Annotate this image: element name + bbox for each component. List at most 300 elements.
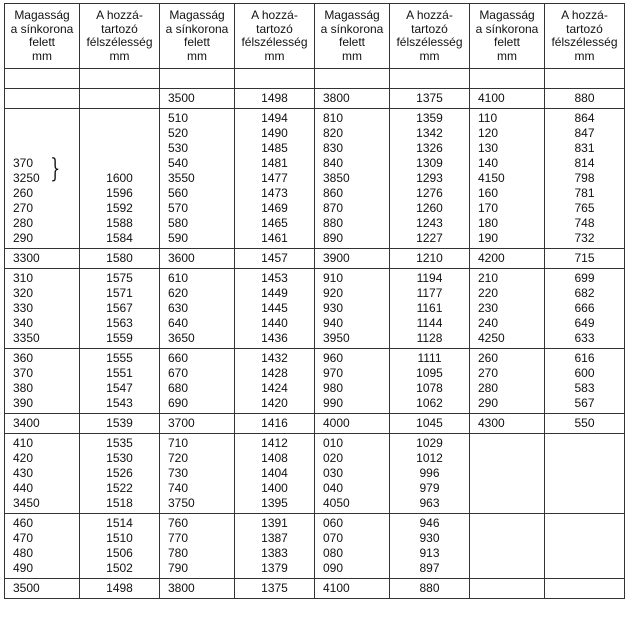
half-width-cell	[390, 249, 470, 269]
table-cell: 090	[323, 561, 344, 575]
table-cell: 963	[419, 496, 440, 510]
header-line: a sínkorona	[165, 21, 229, 36]
table-cell: 770	[168, 531, 189, 545]
header-line: A hozzá-	[251, 8, 298, 22]
header-line: mm	[264, 48, 285, 63]
table-cell: 1530	[106, 451, 133, 465]
half-width-cell	[545, 109, 625, 249]
table-cell	[545, 71, 624, 86]
table-cell	[168, 71, 234, 86]
height-cell	[5, 414, 80, 434]
table-cell	[13, 111, 79, 126]
height-cell	[160, 349, 235, 414]
table-cell: 715	[574, 251, 595, 265]
header-line: mm	[187, 48, 207, 63]
header-line: felett	[493, 35, 520, 49]
table-cell: 880	[419, 581, 440, 595]
table-cell: 1494	[261, 111, 288, 125]
height-cell	[160, 414, 235, 434]
table-cell: 1420	[261, 396, 288, 410]
table-cell: 1485	[261, 141, 288, 155]
table-cell: 290	[13, 231, 34, 245]
table-cell: 720	[168, 451, 189, 465]
height-cell	[160, 579, 235, 599]
table-group-row	[5, 514, 625, 579]
table-cell: 070	[323, 531, 344, 545]
table-cell: 732	[574, 231, 595, 245]
table-cell: 3400	[13, 416, 40, 430]
table-cell: 3900	[323, 251, 350, 265]
table-cell	[478, 581, 544, 596]
half-width-cell	[545, 249, 625, 269]
height-cell	[470, 514, 545, 579]
table-cell: 1293	[416, 171, 443, 185]
table-cell: 1498	[261, 91, 288, 105]
table-cell: 880	[323, 216, 344, 230]
table-cell: 620	[168, 286, 189, 300]
height-cell	[470, 89, 545, 109]
table-cell: 748	[574, 216, 595, 230]
half-width-cell	[80, 514, 160, 579]
table-cell: 630	[168, 301, 189, 315]
table-cell: 580	[168, 216, 189, 230]
table-cell: 3600	[168, 251, 195, 265]
height-width-table	[4, 3, 625, 599]
header-line: a sínkorona	[475, 21, 539, 36]
header-line: félszélesség	[396, 35, 463, 49]
table-cell: 190	[478, 231, 499, 245]
half-width-cell	[545, 349, 625, 414]
table-cell: 360	[13, 351, 34, 365]
table-cell: 1477	[261, 171, 288, 185]
half-width-cell	[390, 414, 470, 434]
height-cell	[5, 269, 80, 349]
height-cell	[470, 109, 545, 249]
header-line: félszélesség	[551, 35, 618, 49]
height-cell	[160, 69, 235, 89]
header-line: Magasság	[479, 8, 535, 22]
table-cell	[545, 581, 624, 596]
table-cell: 430	[13, 466, 34, 480]
table-cell	[545, 531, 624, 546]
table-cell: 633	[574, 331, 595, 345]
table-cell: 1177	[416, 286, 443, 300]
table-cell	[478, 531, 544, 546]
header-height	[470, 4, 545, 69]
table-group-row	[5, 579, 625, 599]
table-cell	[478, 481, 544, 496]
table-cell: 120	[478, 126, 499, 140]
table-cell: 897	[419, 561, 440, 575]
height-cell	[315, 434, 390, 514]
half-width-cell	[235, 579, 315, 599]
header-line: mm	[574, 48, 595, 63]
table-cell: 3500	[13, 581, 40, 595]
table-cell: 830	[323, 141, 344, 155]
table-cell: 1404	[261, 466, 288, 480]
table-cell: 616	[574, 351, 595, 365]
table-cell: 1449	[261, 286, 288, 300]
table-cell: 1395	[261, 496, 288, 510]
half-width-cell	[390, 349, 470, 414]
table-group-row	[5, 269, 625, 349]
table-cell: 1161	[416, 301, 443, 315]
half-width-cell	[545, 89, 625, 109]
half-width-cell	[390, 269, 470, 349]
header-line: A hozzá-	[96, 8, 143, 22]
half-width-cell	[235, 269, 315, 349]
table-cell: 3750	[168, 496, 195, 510]
table-cell: 4200	[478, 251, 505, 265]
table-cell: 1379	[261, 561, 288, 575]
table-cell: 1424	[261, 381, 288, 395]
header-height	[5, 4, 80, 69]
table-cell: 1243	[416, 216, 443, 230]
table-cell: 1276	[416, 186, 443, 200]
table-cell: 260	[478, 351, 499, 365]
table-cell: 790	[168, 561, 189, 575]
table-cell: 020	[323, 451, 344, 465]
table-cell: 110	[478, 111, 498, 125]
table-cell: 460	[13, 516, 34, 530]
header-line: mm	[32, 48, 52, 63]
table-cell: 3500	[168, 91, 195, 105]
half-width-cell	[235, 434, 315, 514]
header-line: a sínkorona	[320, 21, 384, 36]
table-cell: 930	[419, 531, 440, 545]
table-cell: 1387	[261, 531, 288, 545]
table-cell: 600	[574, 366, 595, 380]
table-cell	[80, 126, 159, 141]
table-cell: 690	[168, 396, 189, 410]
table-cell: 1543	[106, 396, 133, 410]
table-cell: 1490	[261, 126, 288, 140]
half-width-cell	[235, 414, 315, 434]
table-cell: 820	[323, 126, 344, 140]
table-cell: 1575	[106, 271, 133, 285]
table-cell: 1029	[416, 436, 443, 450]
table-cell: 540	[168, 156, 189, 170]
table-cell	[478, 451, 544, 466]
table-cell: 310	[13, 271, 34, 285]
height-cell	[5, 89, 80, 109]
table-cell: 4150	[478, 171, 505, 185]
table-cell: 530	[168, 141, 189, 155]
height-cell	[315, 109, 390, 249]
table-cell	[13, 91, 79, 106]
table-cell	[545, 546, 624, 561]
table-cell: 1563	[106, 316, 133, 330]
half-width-cell	[80, 269, 160, 349]
half-width-cell	[390, 69, 470, 89]
table-cell: 1596	[106, 186, 133, 200]
table-cell	[478, 71, 544, 86]
table-cell	[80, 91, 159, 106]
table-cell	[235, 71, 314, 86]
table-cell: 730	[168, 466, 189, 480]
table-cell: 798	[574, 171, 595, 185]
table-cell: 4100	[323, 581, 350, 595]
table-cell: 1498	[106, 581, 133, 595]
table-cell	[390, 71, 469, 86]
table-cell: 1436	[261, 331, 288, 345]
table-cell: 220	[478, 286, 499, 300]
height-cell	[315, 249, 390, 269]
half-width-cell	[545, 514, 625, 579]
table-cell: 140	[478, 156, 499, 170]
table-cell: 410	[13, 436, 34, 450]
table-cell: 910	[323, 271, 344, 285]
header-line: tartozó	[411, 21, 448, 36]
table-cell: 1600	[106, 171, 133, 185]
table-cell: 930	[323, 301, 344, 315]
table-cell: 230	[478, 301, 499, 315]
table-cell: 1432	[261, 351, 288, 365]
half-width-cell	[80, 434, 160, 514]
table-cell: 1428	[261, 366, 288, 380]
half-width-cell	[235, 109, 315, 249]
height-cell	[315, 414, 390, 434]
table-cell: 550	[574, 416, 595, 430]
header-half-width	[390, 4, 470, 69]
height-cell	[5, 349, 80, 414]
table-cell: 520	[168, 126, 189, 140]
table-cell	[478, 436, 544, 451]
height-cell	[470, 249, 545, 269]
table-cell: 640	[168, 316, 189, 330]
table-cell: 840	[323, 156, 344, 170]
table-cell: 960	[323, 351, 344, 365]
table-cell: 590	[168, 231, 189, 245]
half-width-cell	[390, 109, 470, 249]
table-cell: 4100	[478, 91, 505, 105]
half-width-cell	[80, 414, 160, 434]
half-width-cell	[545, 434, 625, 514]
table-group-row	[5, 249, 625, 269]
table-cell: 699	[574, 271, 595, 285]
table-cell: 864	[574, 111, 595, 125]
table-group-row	[5, 109, 625, 249]
table-cell	[478, 466, 544, 481]
half-width-cell	[80, 579, 160, 599]
table-cell: 1194	[416, 271, 443, 285]
table-cell: 1260	[416, 201, 443, 215]
half-width-cell	[545, 579, 625, 599]
table-cell: 1518	[106, 496, 133, 510]
table-cell: 210	[478, 271, 499, 285]
height-cell	[315, 579, 390, 599]
header-line: félszélesség	[241, 35, 308, 49]
table-cell: 1522	[106, 481, 133, 495]
table-cell: 1342	[416, 126, 443, 140]
table-cell	[80, 111, 159, 126]
table-cell: 1144	[416, 316, 443, 330]
table-cell: 280	[13, 216, 34, 230]
table-cell: 1400	[261, 481, 288, 495]
header-line: tartozó	[256, 21, 293, 36]
height-cell	[470, 269, 545, 349]
table-cell: 970	[323, 366, 344, 380]
table-cell: 4300	[478, 416, 505, 430]
table-cell: 666	[574, 301, 595, 315]
half-width-cell	[545, 414, 625, 434]
table-cell	[13, 141, 79, 156]
table-cell: 330	[13, 301, 34, 315]
height-cell	[315, 89, 390, 109]
table-cell: 1111	[417, 351, 442, 365]
height-cell	[5, 69, 80, 89]
height-cell	[160, 249, 235, 269]
table-cell: 1078	[416, 381, 443, 395]
header-line: mm	[109, 48, 130, 63]
table-cell: 1210	[416, 251, 443, 265]
table-cell: 1465	[261, 216, 288, 230]
table-cell: 870	[323, 201, 344, 215]
table-cell: 990	[323, 396, 344, 410]
table-cell: 1502	[106, 561, 133, 575]
table-cell: 760	[168, 516, 189, 530]
table-group-row	[5, 89, 625, 109]
header-line: a sínkorona	[10, 21, 74, 36]
table-cell: 831	[574, 141, 595, 155]
height-cell	[160, 269, 235, 349]
table-cell: 260	[13, 186, 34, 200]
table-cell: 3550	[168, 171, 195, 185]
header-height	[160, 4, 235, 69]
table-cell	[545, 516, 624, 531]
header-half-width	[235, 4, 315, 69]
table-cell	[545, 451, 624, 466]
table-cell: 490	[13, 561, 34, 575]
table-cell: 765	[574, 201, 595, 215]
height-cell	[5, 434, 80, 514]
header-line: Magasság	[169, 8, 225, 22]
header-line: felett	[183, 35, 210, 49]
brace-symbol: }	[50, 154, 61, 184]
table-cell: 1588	[106, 216, 133, 230]
header-line: mm	[497, 48, 517, 63]
table-cell: 270	[478, 366, 499, 380]
table-cell	[323, 71, 389, 86]
table-cell: 240	[478, 316, 499, 330]
header-line: Magasság	[324, 8, 380, 22]
table-cell: 682	[574, 286, 595, 300]
header-line: Magasság	[14, 8, 70, 22]
table-cell: 560	[168, 186, 189, 200]
table-cell: 1453	[261, 271, 288, 285]
half-width-cell	[545, 269, 625, 349]
table-cell: 1440	[261, 316, 288, 330]
table-cell: 1416	[261, 416, 288, 430]
table-cell: 370	[13, 366, 34, 380]
header-line: mm	[342, 48, 362, 63]
table-cell: 740	[168, 481, 189, 495]
table-cell: 340	[13, 316, 34, 330]
header-half-width	[80, 4, 160, 69]
table-group-row	[5, 69, 625, 89]
table-cell: 1473	[261, 186, 288, 200]
table-cell: 1227	[416, 231, 443, 245]
table-cell	[545, 481, 624, 496]
table-cell: 1095	[416, 366, 443, 380]
table-cell: 130	[478, 141, 499, 155]
table-cell: 1383	[261, 546, 288, 560]
height-cell	[160, 109, 235, 249]
height-cell	[470, 434, 545, 514]
header-line: félszélesség	[86, 35, 153, 49]
table-cell: 610	[168, 271, 189, 285]
table-cell: 1571	[106, 286, 133, 300]
height-cell	[315, 349, 390, 414]
half-width-cell	[235, 249, 315, 269]
table-cell: 370 }	[13, 154, 61, 184]
height-cell	[470, 579, 545, 599]
table-cell: 1309	[416, 156, 443, 170]
height-cell	[470, 414, 545, 434]
table-cell: 3950	[323, 331, 350, 345]
table-cell: 1469	[261, 201, 288, 215]
table-cell: 1445	[261, 301, 288, 315]
table-cell: 913	[419, 546, 440, 560]
header-line: mm	[419, 48, 440, 63]
height-cell	[5, 109, 80, 249]
header-line: felett	[338, 35, 365, 49]
table-cell: 3350	[13, 331, 40, 345]
half-width-cell	[390, 579, 470, 599]
table-cell: 1539	[106, 416, 133, 430]
table-cell: 920	[323, 286, 344, 300]
table-cell: 280	[478, 381, 499, 395]
table-cell: 4050	[323, 496, 350, 510]
table-cell: 1567	[106, 301, 133, 315]
half-width-cell	[235, 89, 315, 109]
half-width-cell	[80, 249, 160, 269]
table-cell: 320	[13, 286, 34, 300]
table-cell: 1408	[261, 451, 288, 465]
table-cell: 1592	[106, 201, 133, 215]
table-cell: 1375	[416, 91, 443, 105]
table-cell: 380	[13, 381, 34, 395]
table-cell: 060	[323, 516, 344, 530]
table-cell: 567	[574, 396, 595, 410]
table-cell: 270	[13, 201, 34, 215]
table-cell: 1359	[416, 111, 443, 125]
table-cell: 1580	[106, 251, 133, 265]
table-cell	[545, 496, 624, 511]
table-cell	[80, 156, 159, 171]
table-cell	[13, 126, 79, 141]
half-width-cell	[235, 349, 315, 414]
table-cell: 3800	[168, 581, 195, 595]
table-cell: 670	[168, 366, 189, 380]
half-width-cell	[80, 109, 160, 249]
table-cell: 847	[574, 126, 595, 140]
table-cell: 1045	[416, 416, 443, 430]
height-cell	[160, 89, 235, 109]
table-cell: 810	[323, 111, 344, 125]
table-cell	[478, 516, 544, 531]
height-cell	[5, 579, 80, 599]
header-line: tartozó	[101, 21, 138, 36]
table-cell: 1457	[261, 251, 288, 265]
height-cell	[470, 69, 545, 89]
header-line: A hozzá-	[561, 8, 608, 22]
table-cell: 4250	[478, 331, 505, 345]
table-cell: 996	[419, 466, 440, 480]
table-cell: 979	[419, 481, 440, 495]
table-cell: 4000	[323, 416, 350, 430]
table-cell: 1535	[106, 436, 133, 450]
